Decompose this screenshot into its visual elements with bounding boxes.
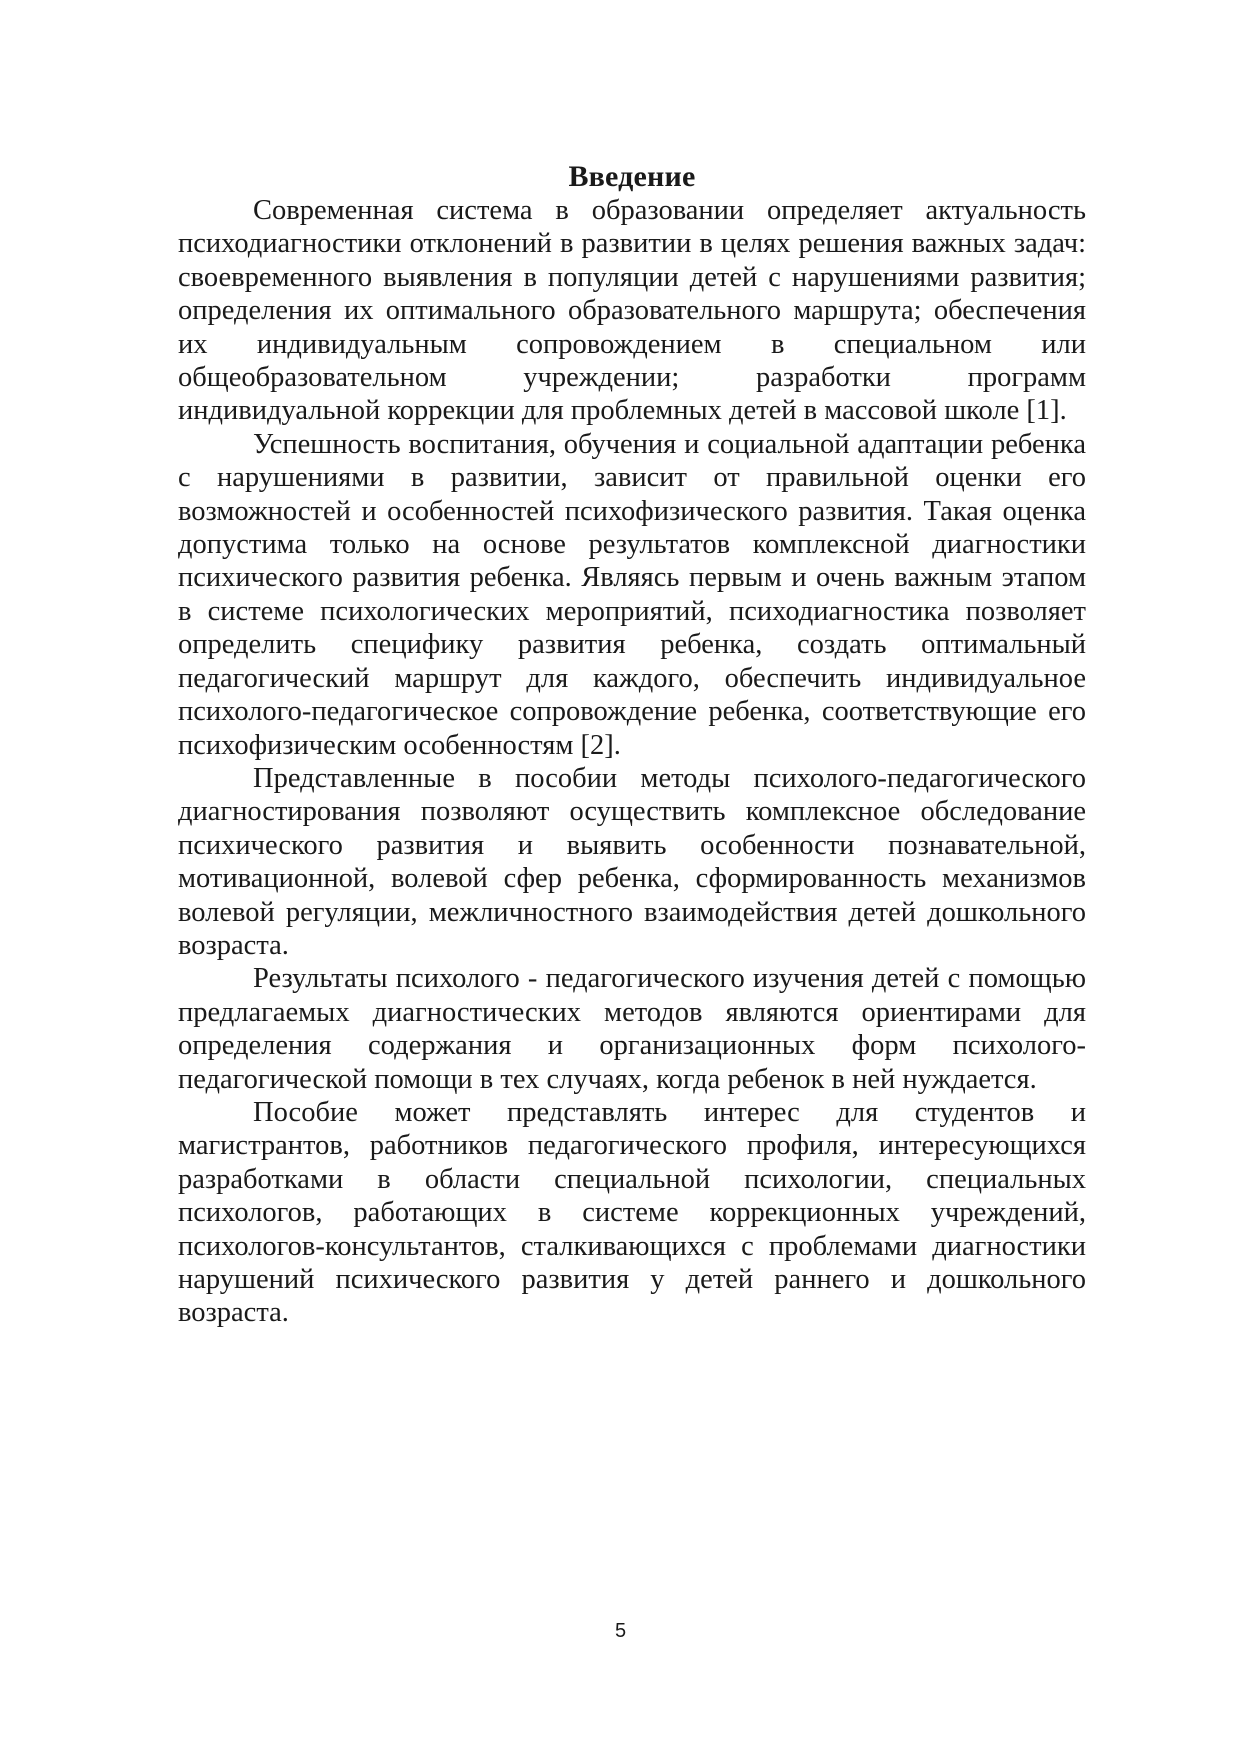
page-title: Введение bbox=[568, 160, 696, 193]
paragraph-3: Представленные в пособии методы психолого-педагогического диагностирования позволяют осуществить комплексное обследование психического развития и выявить особенности познавательной, мотивационной, волевой сфер ребенка, сформированность механизмов волевой регуляции, межличностного взаимодействия детей дошкольного возраста. bbox=[178, 762, 1086, 961]
page-number: 5 bbox=[614, 1620, 627, 1642]
paragraph-5: Пособие может представлять интерес для студентов и магистрантов, работников педагогического профиля, интересующихся разработками в области специальной психологии, специальных психологов, работающих в системе коррекционных учреждений, психологов-консультантов, сталкивающихся с проблемами диагностики нарушений психического развития у детей раннего и дошкольного возраста. bbox=[178, 1096, 1086, 1329]
paragraph-4: Результаты психолого - педагогического изучения детей с помощью предлагаемых диагностических методов являются ориентирами для определения содержания и организационных форм психолого-педагогической помощи в тех случаях, когда ребенок в ней нуждается. bbox=[178, 963, 1086, 1095]
page-content bbox=[178, 160, 1086, 1330]
paragraph-1: Современная система в образовании определяет актуальность психодиагностики отклонений в развитии в целях решения важных задач: своевременного выявления в популяции детей с нарушениями развития; определения их оптимального образовательного маршрута; обеспечения их индивидуальным сопровождением в специальном или общеобразовательном учреждении; разработки программ индивидуальной коррекции для проблемных детей в массовой школе [1]. bbox=[178, 195, 1086, 427]
paragraph-2: Успешность воспитания, обучения и социальной адаптации ребенка с нарушениями в развитии, зависит от правильной оценки его возможностей и особенностей психофизического развития. Такая оценка допустима только на основе результатов комплексной диагностики психического развития ребенка. Являясь первым и очень важным этапом в системе психологических мероприятий, психодиагностика позволяет определить специфику развития ребенка, создать оптимальный педагогический маршрут для каждого, обеспечить индивидуальное психолого-педагогическое сопровождение ребенка, соответствующие его психофизическим особенностям [2]. bbox=[178, 428, 1086, 761]
